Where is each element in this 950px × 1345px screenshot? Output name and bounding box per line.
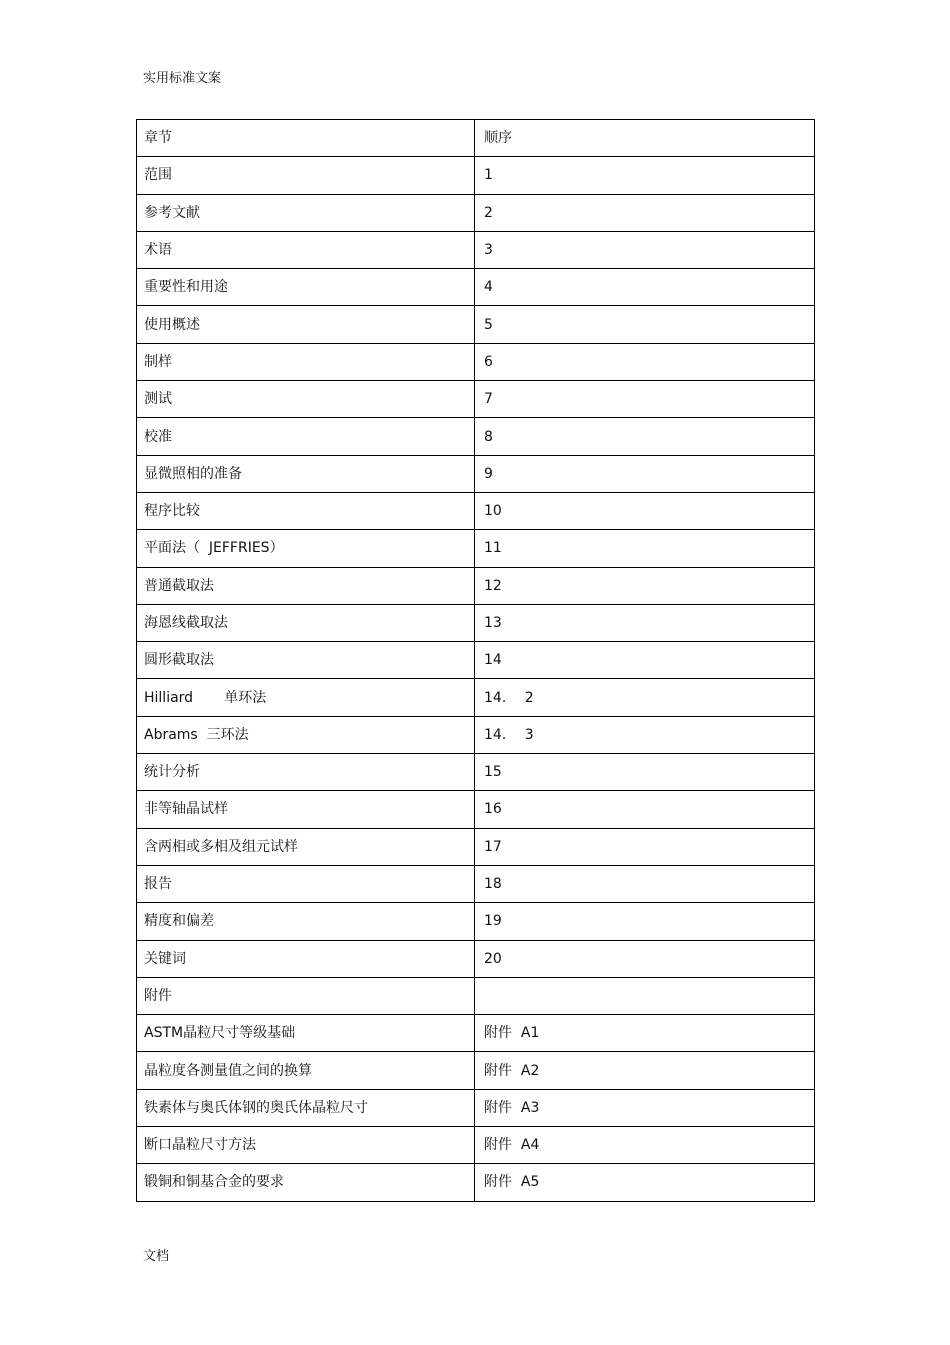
table-row	[137, 865, 815, 902]
section-cell: 统计分析	[137, 754, 475, 791]
table-row	[137, 381, 815, 418]
section-cell: 普通截取法	[137, 567, 475, 604]
section-cell: 校准	[137, 418, 475, 455]
order-cell: 15	[475, 754, 815, 791]
section-cell: 附件	[137, 977, 475, 1014]
section-cell: 非等轴晶试样	[137, 791, 475, 828]
section-cell: 含两相或多相及组元试样	[137, 828, 475, 865]
table-row	[137, 903, 815, 940]
table-row	[137, 642, 815, 679]
order-cell: 附件 A5	[475, 1164, 815, 1201]
order-cell: 13	[475, 604, 815, 641]
order-cell: 20	[475, 940, 815, 977]
section-cell: 平面法（ JEFFRIES）	[137, 530, 475, 567]
table-row	[137, 791, 815, 828]
section-cell: 制样	[137, 343, 475, 380]
table-row	[137, 1089, 815, 1126]
table-row	[137, 306, 815, 343]
section-cell: 术语	[137, 231, 475, 268]
section-cell: 晶粒度各测量值之间的换算	[137, 1052, 475, 1089]
contents-table	[136, 119, 815, 1202]
section-cell: ASTM晶粒尺寸等级基础	[137, 1015, 475, 1052]
order-cell: 附件 A2	[475, 1052, 815, 1089]
table-row	[137, 977, 815, 1014]
order-cell: 4	[475, 269, 815, 306]
section-cell: 使用概述	[137, 306, 475, 343]
table-row	[137, 530, 815, 567]
section-cell: 参考文献	[137, 194, 475, 231]
order-cell: 5	[475, 306, 815, 343]
section-cell: 重要性和用途	[137, 269, 475, 306]
section-cell: 锻铜和铜基合金的要求	[137, 1164, 475, 1201]
order-cell: 14	[475, 642, 815, 679]
order-cell: 10	[475, 492, 815, 529]
order-cell: 16	[475, 791, 815, 828]
order-cell: 14． 2	[475, 679, 815, 716]
table-row	[137, 679, 815, 716]
section-cell: 圆形截取法	[137, 642, 475, 679]
order-cell: 14． 3	[475, 716, 815, 753]
table-row	[137, 1015, 815, 1052]
table-row	[137, 194, 815, 231]
table-row	[137, 754, 815, 791]
page-header: 实用标准文案	[143, 71, 222, 86]
order-cell: 9	[475, 455, 815, 492]
table-header-row	[137, 120, 815, 157]
section-cell: 范围	[137, 157, 475, 194]
table-row	[137, 157, 815, 194]
table-row	[137, 716, 815, 753]
column-header-section: 章节	[137, 120, 475, 157]
order-cell: 8	[475, 418, 815, 455]
page-footer: 文档	[143, 1249, 170, 1264]
table-row	[137, 1164, 815, 1201]
order-cell: 19	[475, 903, 815, 940]
table-row	[137, 231, 815, 268]
order-cell: 2	[475, 194, 815, 231]
order-cell: 7	[475, 381, 815, 418]
section-cell: 报告	[137, 865, 475, 902]
column-header-order: 顺序	[475, 120, 815, 157]
order-cell	[475, 977, 815, 1014]
order-cell: 6	[475, 343, 815, 380]
table-row	[137, 604, 815, 641]
section-cell: 程序比较	[137, 492, 475, 529]
table-row	[137, 1052, 815, 1089]
table-row	[137, 418, 815, 455]
order-cell: 附件 A4	[475, 1127, 815, 1164]
section-cell: 海恩线截取法	[137, 604, 475, 641]
order-cell: 11	[475, 530, 815, 567]
table-row	[137, 828, 815, 865]
contents-table-body	[137, 120, 815, 1202]
table-row	[137, 567, 815, 604]
section-cell: 关键词	[137, 940, 475, 977]
section-cell: 铁素体与奥氏体钢的奥氏体晶粒尺寸	[137, 1089, 475, 1126]
order-cell: 1	[475, 157, 815, 194]
table-row	[137, 1127, 815, 1164]
order-cell: 附件 A3	[475, 1089, 815, 1126]
section-cell: 断口晶粒尺寸方法	[137, 1127, 475, 1164]
table-row	[137, 940, 815, 977]
order-cell: 3	[475, 231, 815, 268]
order-cell: 17	[475, 828, 815, 865]
order-cell: 12	[475, 567, 815, 604]
order-cell: 18	[475, 865, 815, 902]
section-cell: 显微照相的准备	[137, 455, 475, 492]
section-cell: 测试	[137, 381, 475, 418]
table-row	[137, 269, 815, 306]
table-row	[137, 455, 815, 492]
table-row	[137, 343, 815, 380]
section-cell: 精度和偏差	[137, 903, 475, 940]
section-cell: Abrams 三环法	[137, 716, 475, 753]
section-cell: Hilliard 单环法	[137, 679, 475, 716]
table-row	[137, 492, 815, 529]
order-cell: 附件 A1	[475, 1015, 815, 1052]
